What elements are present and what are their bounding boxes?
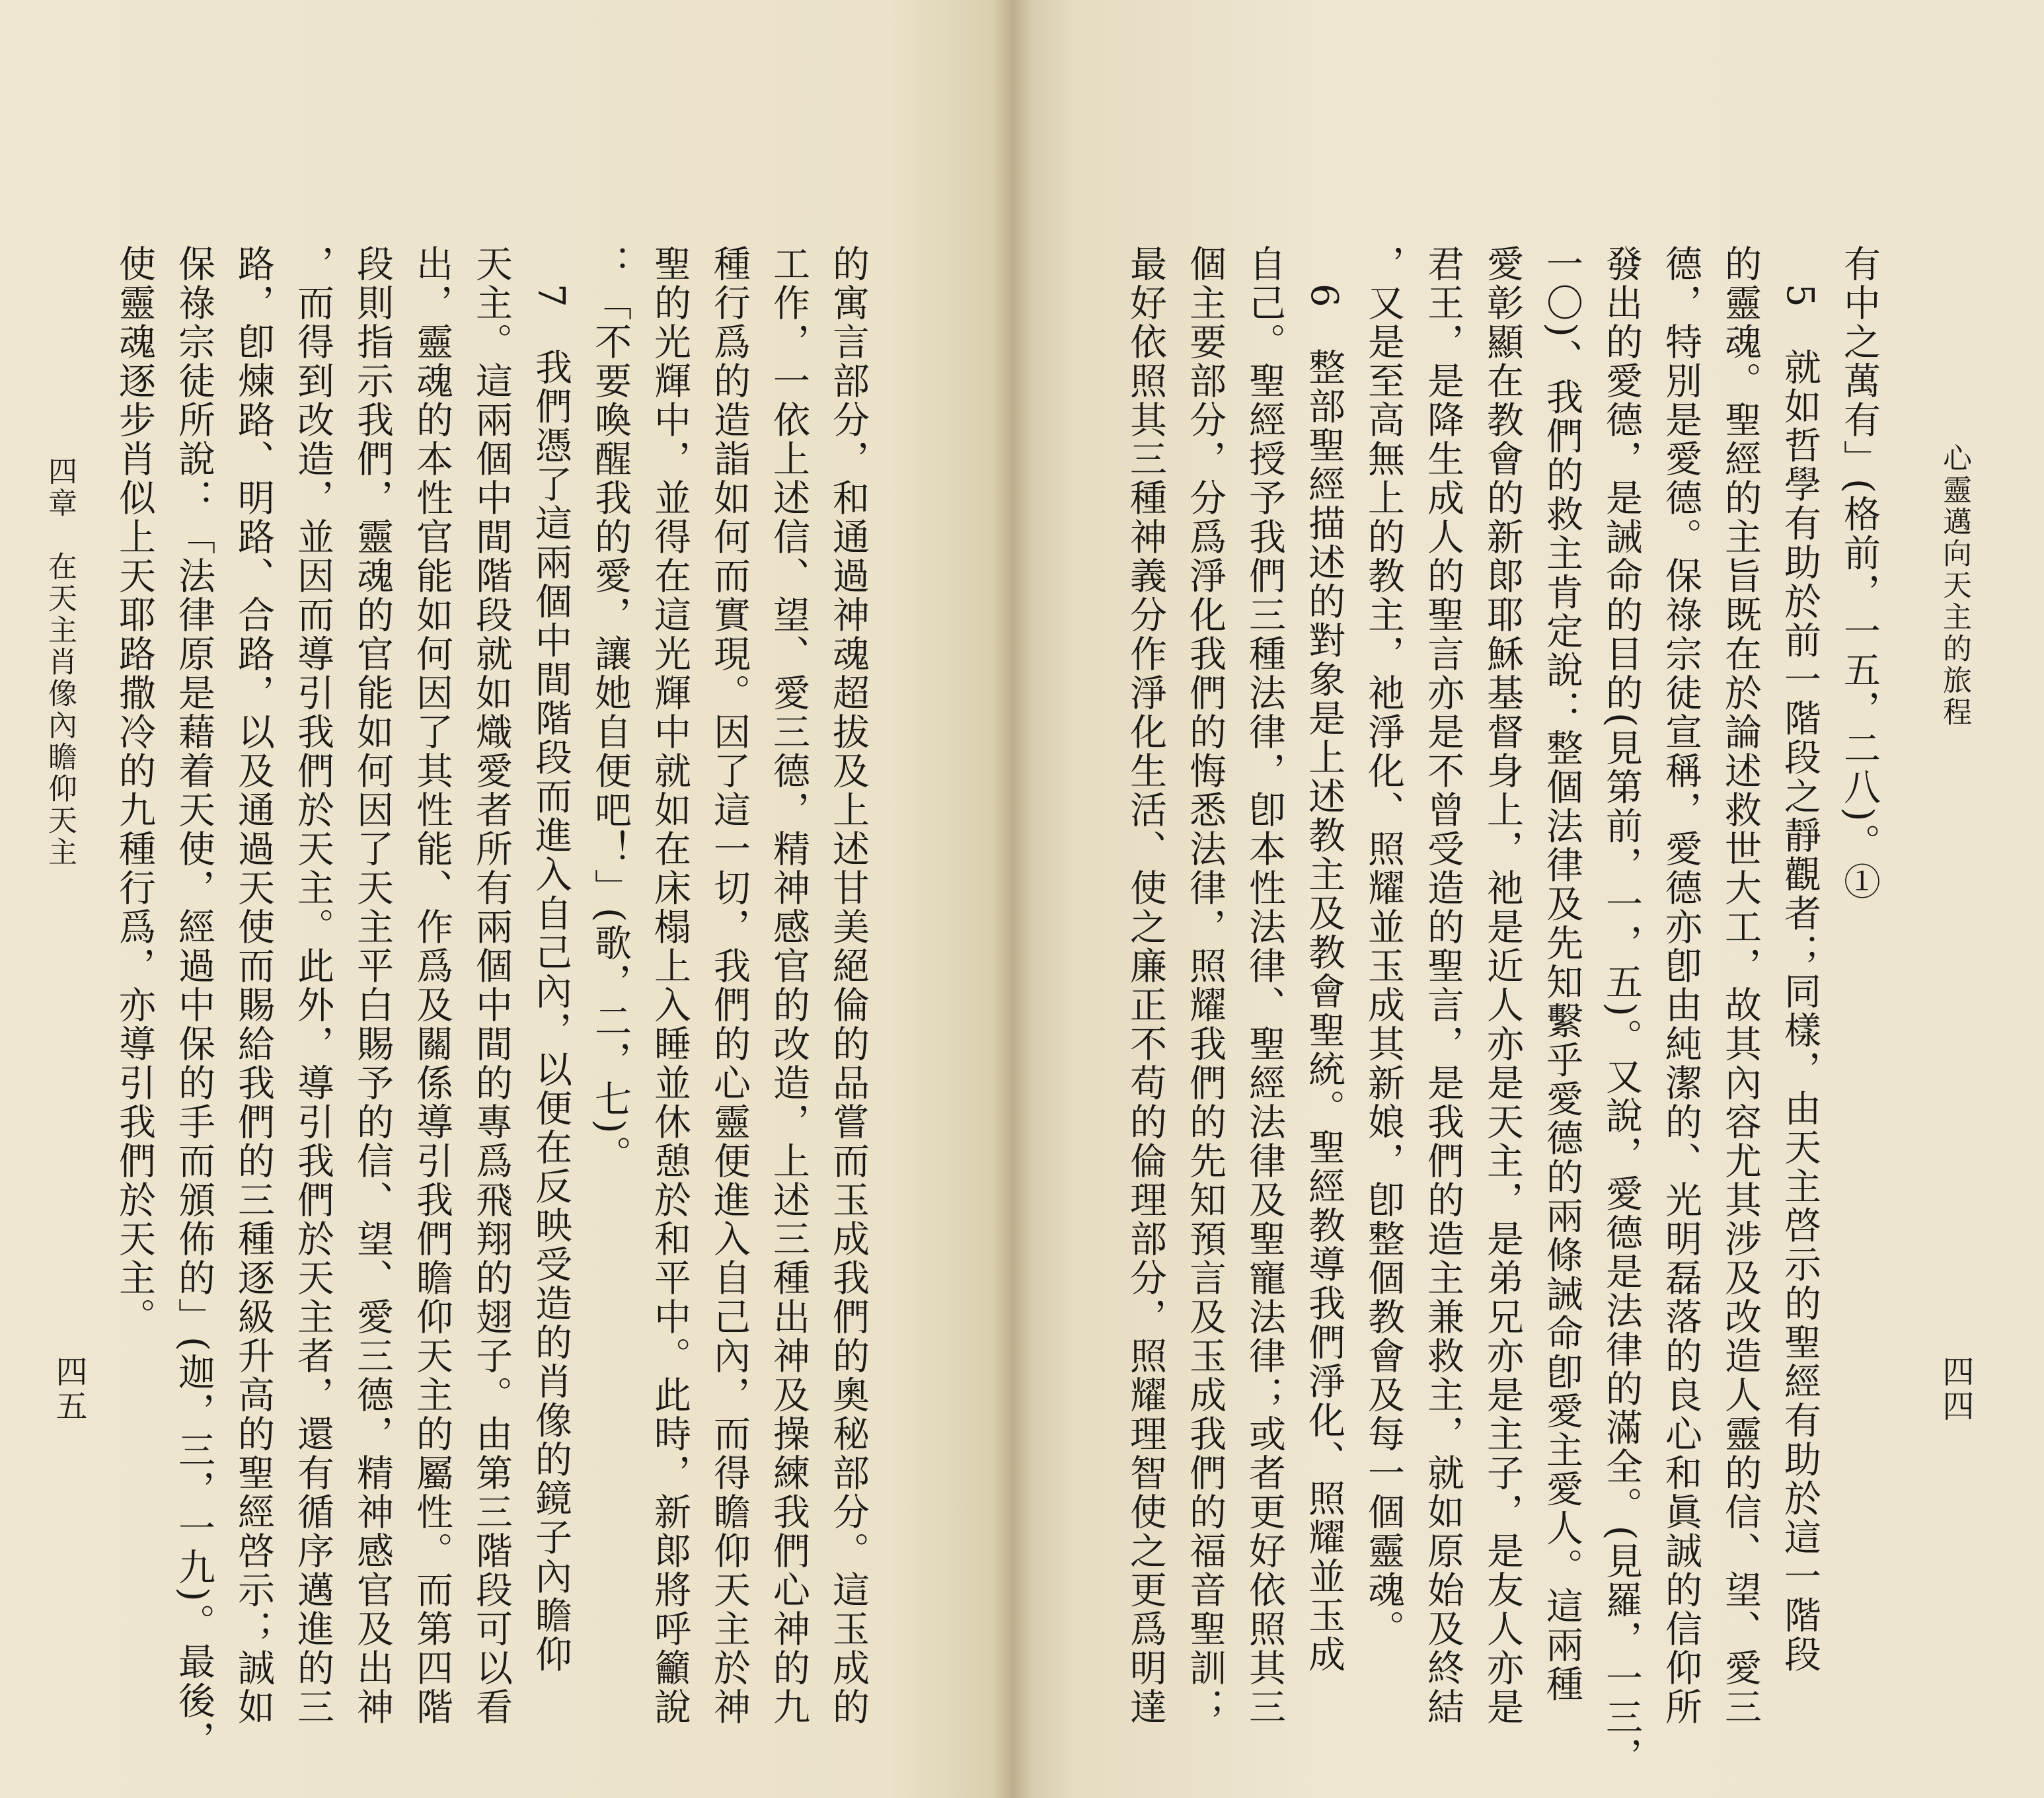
left-column-4: 聖的光輝中，並得在這光輝中就如在床榻上入睡並休憩於和平中。此時，新郞將呼籲說 [648,245,691,1727]
right-column-9: ，又是至高無上的教主，祂淨化、照耀並玉成其新娘，卽整個教會及每一個靈魂。 [1362,245,1405,1649]
left-column-5: ：「不要喚醒我的愛，讓她自便吧！」(歌，二，七)。 [589,245,632,1175]
left-column-11: 路，卽煉路、明路、合路，以及通過天使而賜給我們的三種逐級升高的聖經啓示；誠如 [232,245,275,1727]
running-header: 心靈邁向天主的旅程 [1938,443,1971,728]
right-column-13: 最好依照其三種神義分作淨化生活、使之廉正不苟的倫理部分，照耀理智使之更爲明達 [1124,245,1167,1727]
book-gutter [991,0,1031,1798]
right-column-7: 愛彰顯在教會的新郞耶穌基督身上，祂是近人亦是天主，是弟兄亦是主子，是友人亦是 [1481,245,1524,1727]
page-number-right: 四四 [1937,1355,1974,1424]
right-column-10: 6 整部聖經描述的對象是上述教主及教會聖統。聖經教導我們淨化、照耀並玉成 [1303,245,1345,1674]
left-column-1: 的寓言部分，和通過神魂超拔及上述甘美絕倫的品嘗而玉成我們的奧秘部分。這玉成的 [827,245,870,1727]
right-column-8: 君王，是降生成人的聖言亦是不曾受造的聖言，是我們的造主兼救主，就如原始及終結 [1421,245,1464,1727]
left-page [0,0,1011,1798]
right-column-11: 自己。聖經授予我們三種法律，卽本性法律、聖經法律及聖寵法律；或者更好依照其三 [1243,245,1286,1727]
page-number-left: 四五 [50,1355,87,1424]
right-column-6: 一〇)、我們的救主肯定說：整個法律及先知繫乎愛德的兩條誡命卽愛主愛人。這兩種 [1540,245,1583,1704]
left-column-10: ，而得到改造，並因而導引我們於天主。此外，導引我們於天主者，還有循序邁進的三 [291,245,334,1727]
right-column-5: 發出的愛德，是誡命的目的(見第前，一，五)。又說，愛德是法律的滿全。(見羅，一三， [1600,245,1643,1776]
left-column-13: 使靈魂逐步肖似上天耶路撒冷的九種行爲，亦導引我們於天主。 [113,245,156,1337]
left-column-9: 段則指示我們，靈魂的官能如何因了天主平白賜予的信、望、愛三德，精神感官及出神 [351,245,394,1727]
right-column-4: 德，特別是愛德。保祿宗徒宣稱，愛德亦卽由純潔的、光明磊落的良心和眞誠的信仰所 [1659,245,1702,1727]
right-column-3: 的靈魂。聖經的主旨既在於論述救世大工，故其內容尤其涉及改造人靈的信、望、愛三 [1719,245,1762,1727]
left-column-8: 出，靈魂的本性官能如何因了其性能、作爲及關係導引我們瞻仰天主的屬性。而第四階 [410,245,453,1727]
left-column-7: 天主。這兩個中間階段就如熾愛者所有兩個中間的專爲飛翔的翅子。由第三階段可以看 [470,245,513,1727]
left-column-6: 7 我們憑了這兩個中間階段而進入自己內，以便在反映受造的肖像的鏡子內瞻仰 [529,245,572,1674]
right-column-2: 5 就如哲學有助於前一階段之靜觀者；同樣，由天主啓示的聖經有助於這一階段 [1778,245,1821,1674]
left-column-2: 工作，一依上述信、望、愛三德，精神感官的改造，上述三種出神及操練我們心神的九 [767,245,810,1727]
running-footer: 四章 在天主肖像內瞻仰天主 [43,456,77,869]
right-column-12: 個主要部分，分爲淨化我們的悔悉法律，照耀我們的先知預言及玉成我們的福音聖訓； [1184,245,1227,1727]
right-page [1011,0,2044,1798]
left-column-12: 保祿宗徒所說：「法律原是藉着天使，經過中保的手而頒佈的」(迦，三，一九)。最後， [172,245,215,1760]
right-column-1: 有中之萬有」(格前，一五，二八)。① [1838,245,1881,902]
left-column-3: 種行爲的造詣如何而實現。因了這一切，我們的心靈便進入自己內，而得瞻仰天主於神 [708,245,751,1727]
